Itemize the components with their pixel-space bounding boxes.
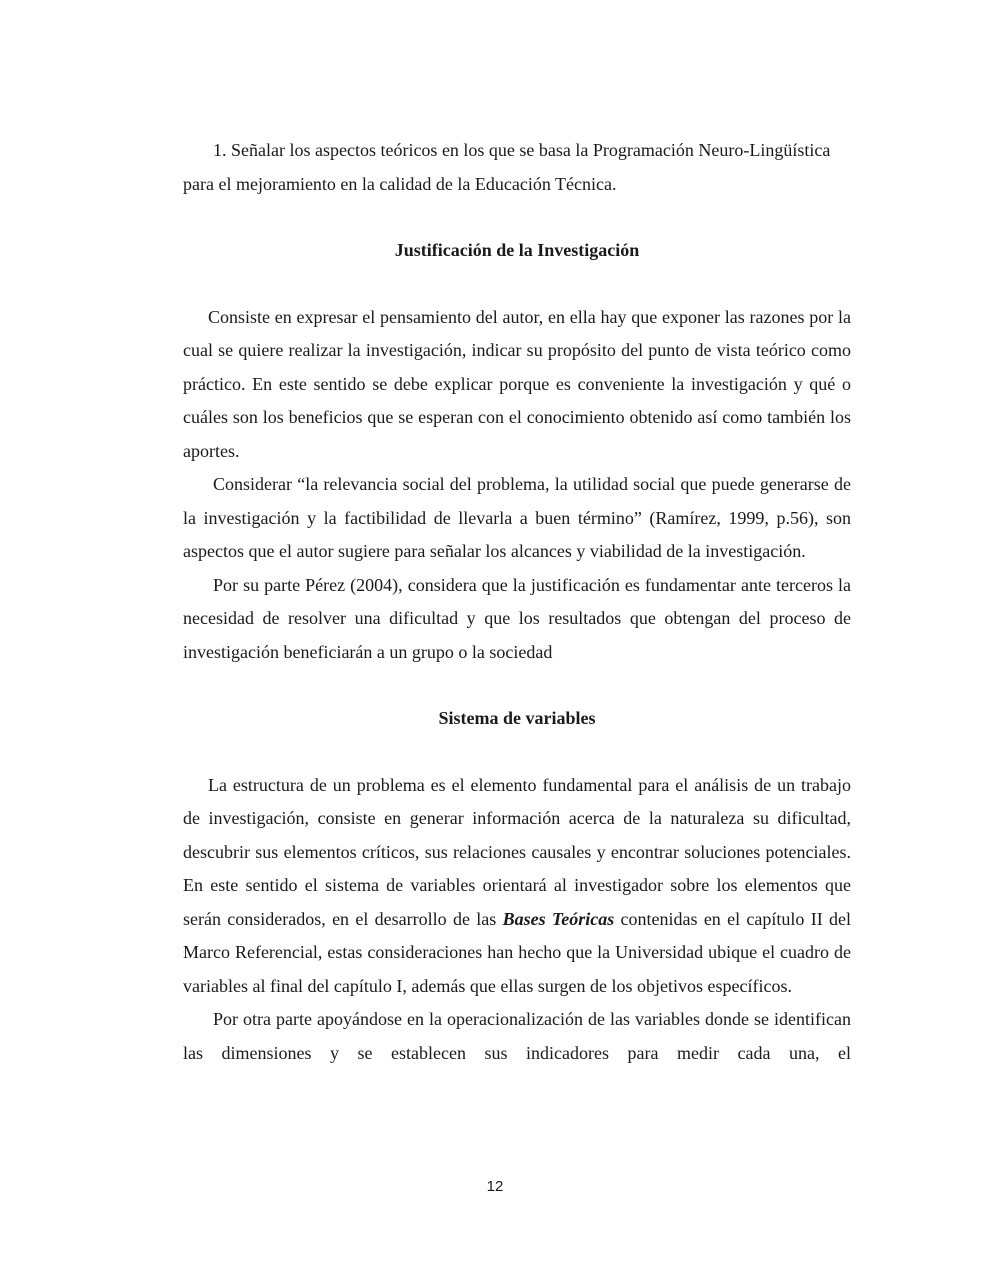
paragraph-text: La estructura de un problema es el elemento fundamental para el análisis de un trabajo de investigación, consiste en generar información acerca de la naturaleza su dificultad, descubrir sus elementos críticos, sus relaciones causales y encontrar soluciones potenciales. En este sentido el sistema de variables orientará al investigador sobre los elementos que serán considerados, en el desarrollo de las — [183, 774, 851, 929]
section-heading-justificacion: Justificación de la Investigación — [394, 240, 640, 260]
emphasis-bases-teoricas: Bases Teóricas — [502, 908, 615, 929]
section-heading-sistema-variables: Sistema de variables — [438, 708, 596, 728]
page-content — [183, 134, 851, 1070]
paragraph: Por otra parte apoyándose en la operacionalización de las variables donde se identifican las dimensiones y se establecen sus indicadores para medir cada una, el — [183, 1009, 851, 1063]
paragraph — [183, 769, 851, 1004]
paragraph: Considerar “la relevancia social del problema, la utilidad social que puede generarse de la investigación y la factibilidad de llevarla a buen término” (Ramírez, 1999, p.56), son aspectos que el autor sugiere para señalar los alcances y viabilidad de la investigación. — [183, 474, 851, 561]
page-number: 12 — [486, 1178, 504, 1195]
objective-item: 1. Señalar los aspectos teóricos en los que se basa la Programación Neuro-Lingüística para el mejoramiento en la calidad de la Educación Técnica. — [183, 140, 831, 194]
paragraph: Consiste en expresar el pensamiento del autor, en ella hay que exponer las razones por la cual se quiere realizar la investigación, indicar su propósito del punto de vista teórico como práctico. En este sentido se debe explicar porque es conveniente la investigación y qué o cuáles son los beneficios que se esperan con el conocimiento obtenido así como también los aportes. — [183, 306, 851, 461]
paragraph-text: contenidas en el capítulo II del Marco Referencial, estas consideraciones han hecho que la Universidad ubique el cuadro de variables al final del capítulo I, además que ellas surgen de los objetivos específicos. — [183, 908, 851, 996]
paragraph: Por su parte Pérez (2004), considera que la justificación es fundamentar ante terceros la necesidad de resolver una dificultad y que los resultados que obtengan del proceso de investigación beneficiarán a un grupo o la sociedad — [183, 574, 851, 662]
